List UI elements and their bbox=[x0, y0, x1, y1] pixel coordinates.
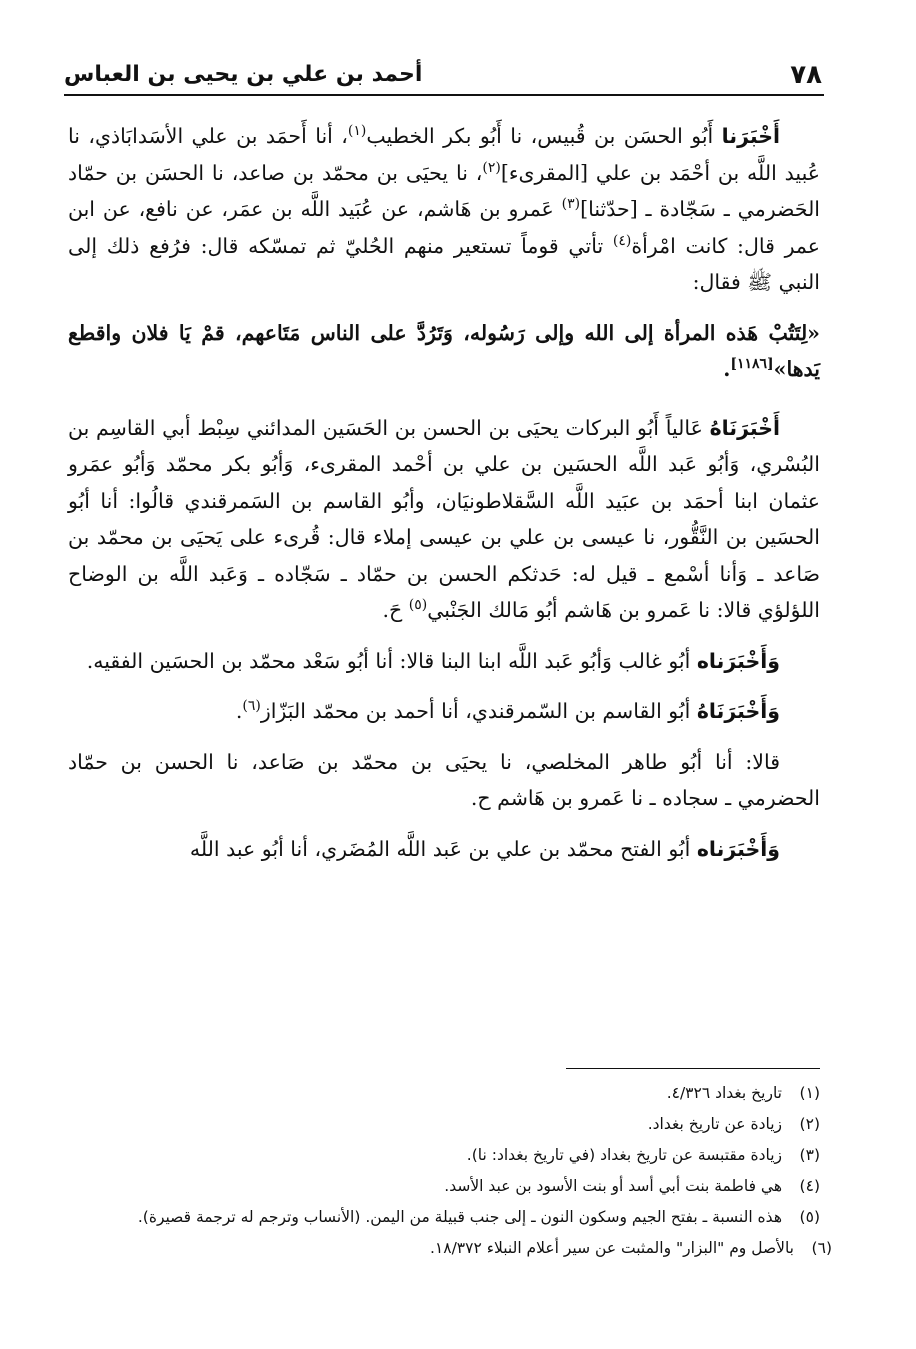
footnote-list bbox=[68, 1078, 832, 1264]
footnote-number: (١) bbox=[799, 1084, 820, 1102]
footnote-text: زيادة مقتبسة عن تاريخ بغداد (في تاريخ بغداد: نا). bbox=[466, 1146, 782, 1164]
paragraph-text: حَ. bbox=[382, 598, 409, 622]
hadith-text bbox=[68, 315, 820, 388]
footnote-text: هذه النسبة ـ بفتح الجيم وسكون النون ـ إلى جنب قبيلة من اليمن. (الأنساب وترجم له ترجمة قصيرة). bbox=[137, 1208, 782, 1226]
paragraph-4 bbox=[68, 693, 820, 730]
lead-word: وَأَخْبَرَنَاهُ bbox=[696, 699, 780, 723]
main-text bbox=[68, 118, 820, 881]
paragraph-text: ، أنا أَحمَد بن علي الأسَدابَاذي، نا عُبيد اللَّه بن أحْمَد بن علي [المقرىء] bbox=[68, 124, 821, 185]
lead-word: أَخْبَرَنَاهُ bbox=[709, 415, 780, 440]
page-header bbox=[64, 56, 824, 96]
footnote-number: (٥) bbox=[799, 1208, 820, 1226]
footnote-number: (٣) bbox=[799, 1146, 820, 1164]
paragraph-6 bbox=[68, 831, 820, 868]
footnote-item bbox=[68, 1109, 820, 1140]
footnote-item bbox=[68, 1233, 832, 1264]
paragraph-2 bbox=[68, 410, 820, 629]
footnote-text: بالأصل وم "البزار" والمثبت عن سير أعلام النبلاء ١٨/٣٧٢. bbox=[429, 1239, 794, 1257]
footnote-item bbox=[68, 1202, 820, 1233]
lead-word: وَأَخْبَرَناه bbox=[696, 836, 780, 861]
paragraph-text: قالا: أنا أبُو طاهر المخلصي، نا يحيَى بن محمّد بن صَاعد، نا الحسن بن حمّاد الحضرمي ـ سجاده ـ نا عَمرو بن هَاشم ح. bbox=[68, 749, 820, 810]
footnote-ref: (٤) bbox=[612, 232, 632, 249]
lead-word: أَخْبَرَنا bbox=[721, 124, 780, 148]
paragraph-text: عَمرو بن هَاشم، عن عُبَيد اللَّه بن عمَر، عن نافع، عن ابن عمر قال: كانت امْرأة bbox=[68, 197, 820, 258]
footnote-number: (٦) bbox=[811, 1239, 832, 1257]
paragraph-3 bbox=[68, 643, 820, 680]
lead-word: وَأَخْبَرَناه bbox=[696, 648, 780, 673]
footnote-divider bbox=[566, 1068, 820, 1069]
paragraph-1 bbox=[68, 118, 820, 301]
footnote-ref: (٥) bbox=[408, 597, 428, 614]
hadith-quote: «لِتَتُبْ هَذه المرأة إلى الله وإلى رَسُوله، وَتَرُدَّ على الناس مَتَاعهم، قمْ يَا فلان واقطع يَدها» bbox=[68, 320, 820, 381]
footnote-item bbox=[68, 1140, 820, 1171]
hadith-number: [١١٨٦] bbox=[730, 356, 774, 373]
running-title: أحمد بن علي بن يحيى بن العباس bbox=[64, 62, 423, 87]
footnote-ref: (١) bbox=[347, 123, 367, 140]
paragraph-text: أبُو القاسم بن السّمرقندي، أنا أحمد بن محمّد البَزّاز bbox=[260, 699, 697, 723]
footnote-ref: (٦) bbox=[242, 698, 261, 715]
paragraph-text: أبُو غالب وَأبُو عَبد اللَّه ابنا البنا قالا: أنا أبُو سَعْد محمّد بن الحسَين الفقيه. bbox=[86, 648, 697, 673]
footnote-ref: (٢) bbox=[482, 159, 501, 176]
footnote-item bbox=[68, 1171, 820, 1202]
paragraph-text: أبُو الفتح محمّد بن علي بن عَبد اللَّه المُضَري، أنا أبُو عبد اللَّه bbox=[189, 836, 697, 861]
footnote-text: هي فاطمة بنت أبي أسد أو بنت الأسود بن عبد الأسد. bbox=[444, 1177, 782, 1195]
hadith-end: . bbox=[723, 357, 731, 381]
footnote-item bbox=[68, 1078, 820, 1109]
footnote-ref: (٣) bbox=[561, 196, 581, 213]
paragraph-text: أَبُو الحسَن بن قُبيس، نا أَبُو بكر الخطيب bbox=[366, 124, 722, 148]
paragraph-text: تأتي قوماً تستعير منهم الحُليّ ثم تمسّكه قال: فرُفع ذلك إلى النبي ﷺ فقال: bbox=[68, 233, 820, 294]
footnote-text: زيادة عن تاريخ بغداد. bbox=[647, 1115, 782, 1133]
paragraph-5 bbox=[68, 744, 820, 817]
footnote-number: (٢) bbox=[799, 1115, 820, 1133]
footnote-text: تاريخ بغداد ٤/٣٢٦. bbox=[666, 1084, 782, 1102]
paragraph-text: ، نا يحيَى بن محمّد بن صاعد، نا الحسَن بن حمّاد الحَضرمي ـ سَجّادة ـ [حدّثنا] bbox=[68, 160, 821, 221]
footnote-number: (٤) bbox=[799, 1177, 820, 1195]
paragraph-text: عَالياً أَبُو البركات يحيَى بن الحسن بن الحَسَين المدائني سِبْط أبي القاسِم بن البُسْري، وَأبُو عَبد اللَّه الحسَين بن علي بن أحْمد المقرىء، وَأبُو بكر محمّد وَأبُو عمَرو عثمان ابنا أحمَد بن عبَيد اللَّه السَّقلاطونيَان، وأبُو القاسم بن السَمرقندي قالُوا: أنا أبُو الحسَين بن النَّقُّور، نا عيسى بن علي بن عيسى إملاء قال: قُرىء على يَحيَى بن محمّد بن صَاعد ـ وَأنا أسْمع ـ قيل له: حَدثكم الحسن بن حمّاد ـ سَجّاده ـ وَعَبد اللَّه بن الوضاح اللؤلؤي قالا: نا عَمرو بن هَاشم أبُو مَالك الجَنْبي bbox=[68, 415, 820, 622]
paragraph-text: . bbox=[235, 699, 243, 723]
page-number: ٧٨ bbox=[790, 60, 822, 90]
